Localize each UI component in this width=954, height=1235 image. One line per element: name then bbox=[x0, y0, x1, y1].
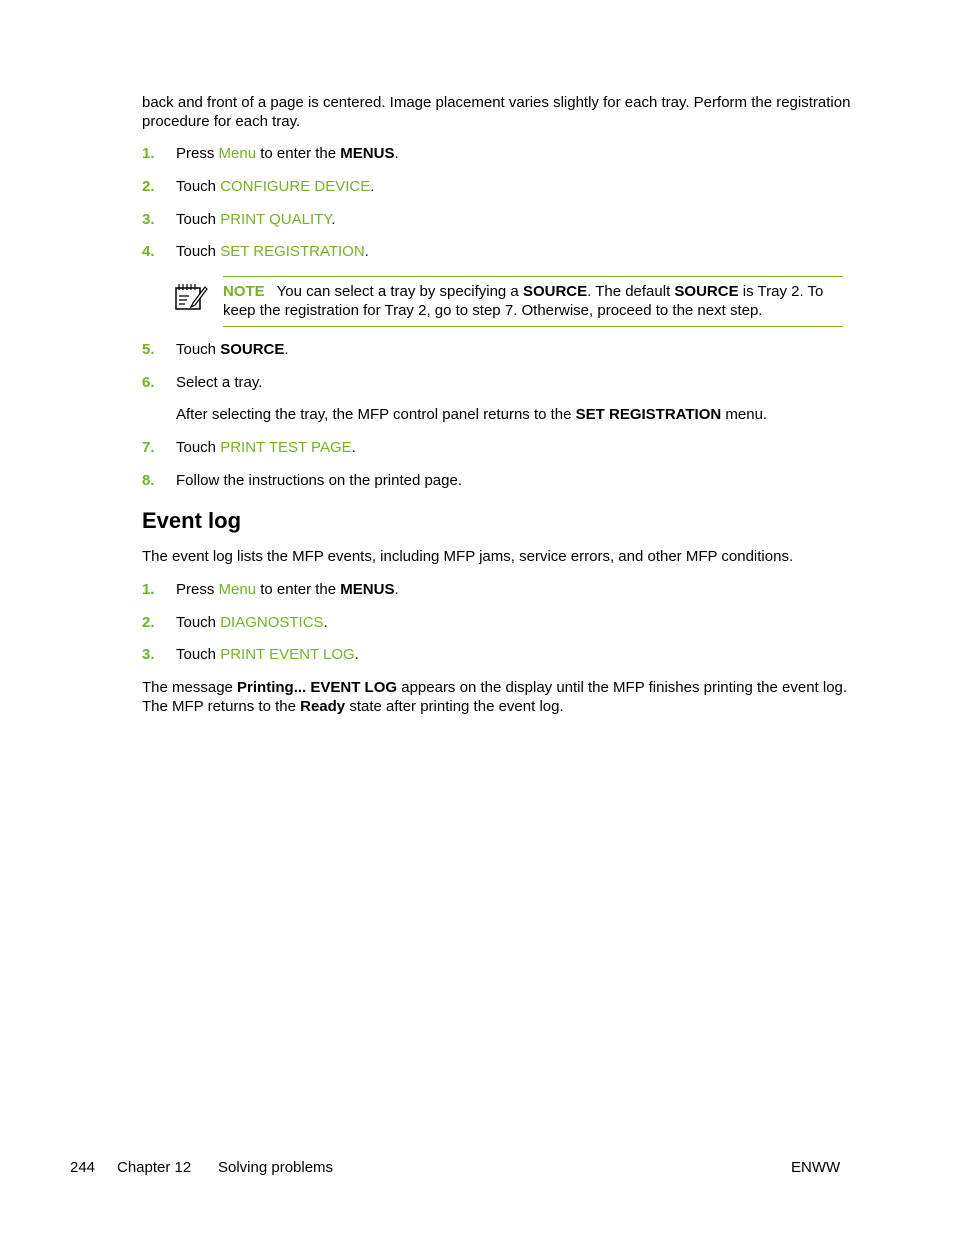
menus-bold: MENUS bbox=[340, 145, 395, 162]
step-number: 7. bbox=[142, 439, 155, 456]
step-number: 8. bbox=[142, 472, 155, 489]
step-text bbox=[176, 243, 369, 260]
step-text-pre: Touch bbox=[176, 178, 221, 195]
step-text-pre: Touch bbox=[176, 614, 221, 631]
step-number: 5. bbox=[142, 341, 155, 358]
closing-paragraph bbox=[142, 678, 852, 716]
note-top-rule bbox=[223, 276, 843, 277]
menu-link[interactable]: Menu bbox=[218, 145, 257, 162]
footer-page-number: 244 bbox=[70, 1159, 96, 1176]
note-icon bbox=[174, 281, 208, 311]
note-text-part: You can select a tray by specifying a bbox=[276, 283, 523, 300]
sub-text-pre: After selecting the tray, the MFP control panel returns to the bbox=[176, 406, 576, 423]
step-text bbox=[176, 211, 336, 228]
step-number: 1. bbox=[142, 581, 155, 598]
step-text-post: . bbox=[370, 178, 375, 195]
step-text-post: . bbox=[331, 211, 336, 228]
step-text-pre: Touch bbox=[176, 439, 221, 456]
print-event-log-link[interactable]: PRINT EVENT LOG bbox=[220, 646, 355, 663]
note-bold: SOURCE bbox=[522, 283, 588, 300]
step-number: 1. bbox=[142, 145, 155, 162]
menu-link[interactable]: Menu bbox=[218, 581, 257, 598]
note-bold: SOURCE bbox=[674, 283, 739, 300]
step-text-post: . bbox=[284, 341, 289, 358]
menus-bold: MENUS bbox=[340, 581, 395, 598]
step-text-pre: Touch bbox=[176, 211, 221, 228]
step-text bbox=[176, 614, 328, 631]
step-number: 3. bbox=[142, 211, 155, 228]
step-text bbox=[176, 341, 289, 358]
diagnostics-link[interactable]: DIAGNOSTICS bbox=[220, 614, 324, 631]
print-test-page-link[interactable]: PRINT TEST PAGE bbox=[220, 439, 352, 456]
step-text-post: . bbox=[354, 646, 359, 663]
step-text: Select a tray. bbox=[176, 374, 263, 391]
note-text-part: . The default bbox=[587, 283, 675, 300]
step-number: 6. bbox=[142, 374, 155, 391]
footer-chapter: Chapter 12 bbox=[117, 1159, 192, 1176]
note-text-part: is Tray 2. To keep the registration for Tray 2, go to step 7. Otherwise, proceed to the next step. bbox=[223, 283, 824, 319]
step-text bbox=[176, 178, 374, 195]
step-text-post: . bbox=[394, 145, 399, 162]
note-text bbox=[223, 282, 843, 320]
step-text-pre: Touch bbox=[176, 341, 221, 358]
step-text-post: . bbox=[394, 581, 399, 598]
step-text bbox=[176, 145, 399, 162]
closing-text: state after printing the event log. bbox=[345, 698, 564, 715]
step-number: 2. bbox=[142, 614, 155, 631]
print-quality-link[interactable]: PRINT QUALITY bbox=[220, 211, 332, 228]
step-sub-paragraph bbox=[176, 406, 767, 423]
step-text: Follow the instructions on the printed page. bbox=[176, 472, 463, 489]
step-number: 2. bbox=[142, 178, 155, 195]
step-text-mid: to enter the bbox=[256, 581, 341, 598]
step-text-pre: Press bbox=[176, 581, 219, 598]
note-bottom-rule bbox=[223, 326, 843, 327]
set-registration-bold: SET REGISTRATION bbox=[575, 406, 722, 423]
step-text-pre: Touch bbox=[176, 646, 221, 663]
step-text-pre: Touch bbox=[176, 243, 221, 260]
step-text bbox=[176, 646, 359, 663]
step-text-post: . bbox=[364, 243, 369, 260]
sub-text-post: menu. bbox=[721, 406, 768, 423]
step-text-pre: Press bbox=[176, 145, 219, 162]
step-text-mid: to enter the bbox=[256, 145, 341, 162]
closing-bold: Ready bbox=[300, 698, 346, 715]
intro-paragraph: back and front of a page is centered. Image placement varies slightly for each tray. Perform the registration procedure for each tray. bbox=[142, 94, 851, 130]
step-text bbox=[176, 439, 356, 456]
step-number: 3. bbox=[142, 646, 155, 663]
set-registration-link[interactable]: SET REGISTRATION bbox=[220, 243, 365, 260]
source-bold: SOURCE bbox=[220, 341, 285, 358]
note-label: NOTE bbox=[223, 283, 265, 300]
step-number: 4. bbox=[142, 243, 155, 260]
step-text bbox=[176, 581, 399, 598]
footer-title: Solving problems bbox=[218, 1159, 334, 1176]
step-text-post: . bbox=[323, 614, 328, 631]
step-text-post: . bbox=[351, 439, 356, 456]
footer-right: ENWW bbox=[791, 1159, 841, 1176]
closing-text: The message bbox=[142, 679, 238, 696]
closing-bold: Printing... EVENT LOG bbox=[237, 679, 398, 696]
configure-device-link[interactable]: CONFIGURE DEVICE bbox=[220, 178, 371, 195]
section-heading: Event log bbox=[142, 508, 242, 533]
section-intro: The event log lists the MFP events, including MFP jams, service errors, and other MFP conditions. bbox=[142, 548, 794, 565]
closing-text: appears on the display until the MFP finishes printing the event log. The MFP returns to the bbox=[142, 679, 848, 715]
